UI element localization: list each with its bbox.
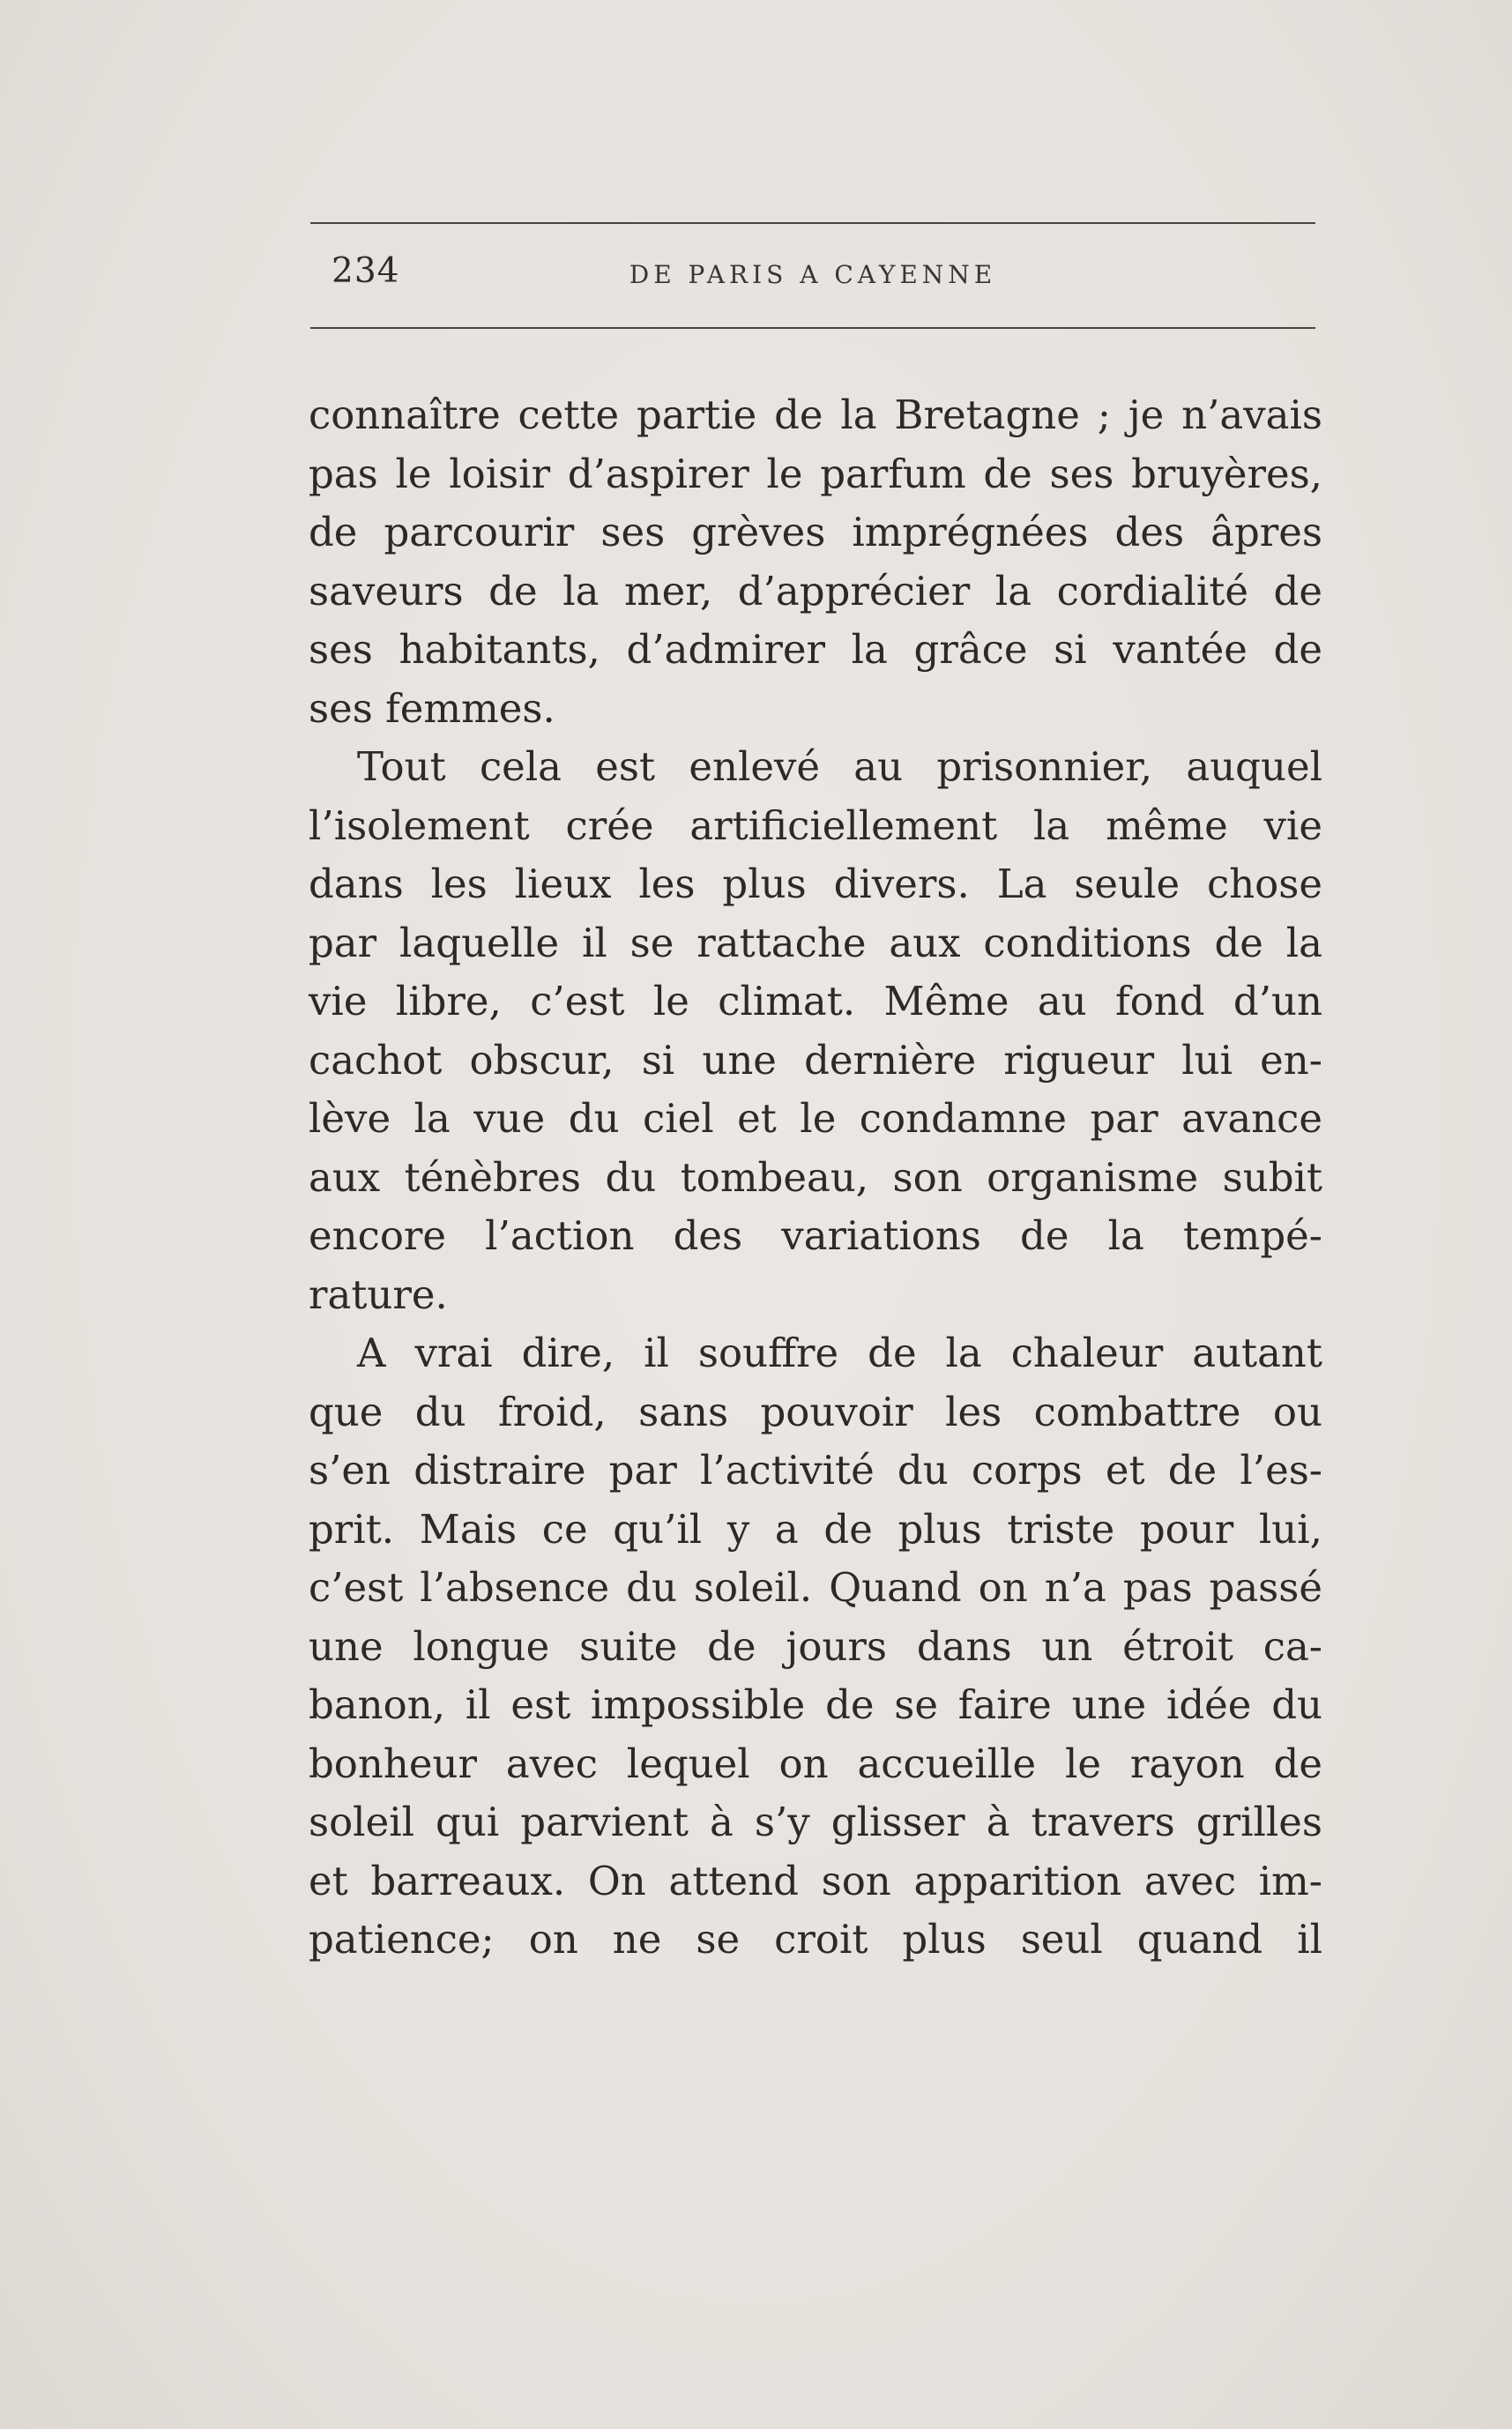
text-line: encore l’action des variations de la tempé- bbox=[309, 1212, 1322, 1259]
text-line: l’isolement crée artificiellement la même vie bbox=[309, 801, 1322, 849]
text-line: une longue suite de jours dans un étroit ca- bbox=[309, 1622, 1322, 1670]
text-line: ses habitants, d’admirer la grâce si vantée de bbox=[309, 626, 1322, 673]
text-line: soleil qui parvient à s’y glisser à travers grilles bbox=[309, 1799, 1322, 1845]
text-line: rature. bbox=[309, 1270, 448, 1318]
text-line: et barreaux. On attend son apparition avec im- bbox=[309, 1857, 1322, 1904]
text-line: lève la vue du ciel et le condamne par avance bbox=[309, 1095, 1322, 1142]
text-line: par laquelle il se rattache aux conditions de la bbox=[309, 919, 1322, 966]
page-number: 234 bbox=[331, 251, 400, 291]
text-line: banon, il est impossible de se faire une idée du bbox=[309, 1681, 1322, 1728]
text-line: saveurs de la mer, d’apprécier la cordialité de bbox=[309, 567, 1322, 615]
text-line: vie libre, c’est le climat. Même au fond d’un bbox=[309, 978, 1322, 1025]
text-line: pas le loisir d’aspirer le parfum de ses bruyères, bbox=[309, 450, 1322, 497]
text-line: s’en distraire par l’activité du corps et de l’es- bbox=[309, 1447, 1322, 1494]
text-line: ses femmes. bbox=[309, 684, 555, 732]
text-line: connaître cette partie de la Bretagne ; je n’avais bbox=[309, 391, 1322, 438]
body-text bbox=[309, 386, 1322, 1970]
text-line: prit. Mais ce qu’il y a de plus triste pour lui, bbox=[309, 1505, 1322, 1553]
running-head bbox=[310, 251, 1315, 304]
text-line: Tout cela est enlevé au prisonnier, auquel bbox=[357, 743, 1322, 790]
text-line: de parcourir ses grèves imprégnées des âpres bbox=[309, 509, 1322, 555]
text-line: c’est l’absence du soleil. Quand on n’a pas passé bbox=[309, 1564, 1322, 1611]
text-line: que du froid, sans pouvoir les combattre ou bbox=[309, 1388, 1322, 1435]
text-line: dans les lieux les plus divers. La seule chose bbox=[309, 861, 1322, 907]
header-bottom-rule bbox=[310, 327, 1315, 329]
header-top-rule bbox=[310, 222, 1315, 224]
text-line: patience; on ne se croit plus seul quand il bbox=[309, 1916, 1322, 1963]
text-line: bonheur avec lequel on accueille le rayon de bbox=[309, 1740, 1322, 1787]
text-line: cachot obscur, si une dernière rigueur lui en- bbox=[309, 1036, 1322, 1084]
text-line: aux ténèbres du tombeau, son organisme subit bbox=[309, 1153, 1322, 1201]
text-line: A vrai dire, il souffre de la chaleur autant bbox=[357, 1330, 1322, 1376]
running-title: DE PARIS A CAYENNE bbox=[629, 260, 997, 289]
